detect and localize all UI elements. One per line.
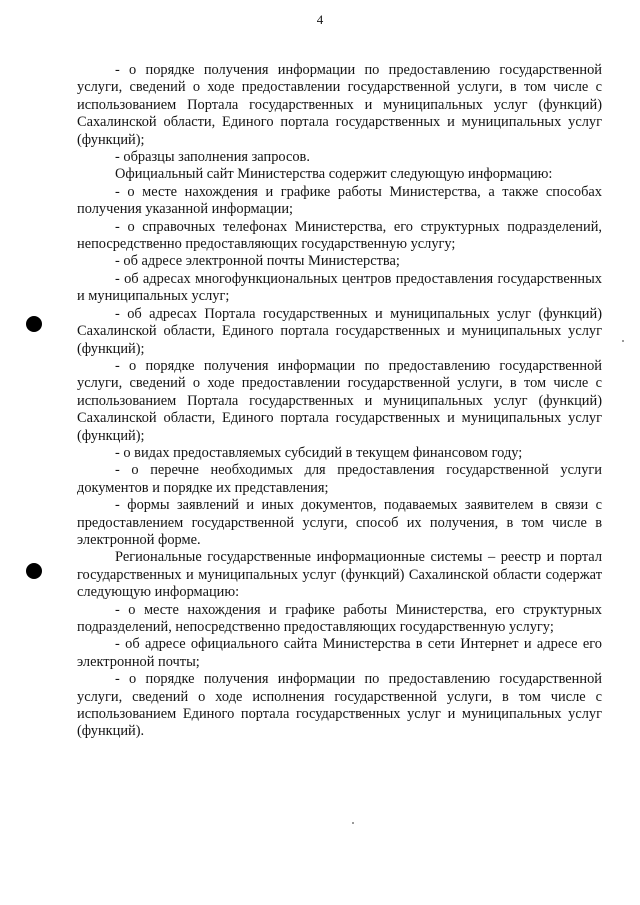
binder-hole-icon [26,316,42,332]
paragraph: - об адресе электронной почты Министерства; [115,253,400,270]
paragraph: - о месте нахождения и графике работы Министерства, его структурных подразделений, непосредственно предоставляющих государственную услугу; [77,601,602,635]
scan-speck [352,822,354,824]
paragraph: - о порядке получения информации по предоставлению государственной услуги, сведений о ходе предоставлении государственной услуги, в том числе с использованием Портала государственных и муниципальных услуг (функций) Сахалинской области, Единого портала государственных и муниципальных услуг (функций); [77,357,602,444]
scan-speck [622,340,624,342]
document-body [77,62,602,741]
binder-hole-icon [26,563,42,579]
paragraph: - о перечне необходимых для предоставления государственной услуги документов и порядке их представления; [77,462,602,496]
paragraph: - образцы заполнения запросов. [115,149,310,166]
paragraph: - об адресе официального сайта Министерства в сети Интернет и адресе его электронной почты; [77,636,602,670]
paragraph: - о видах предоставляемых субсидий в текущем финансовом году; [115,444,523,461]
paragraph: - о месте нахождения и графике работы Министерства, а также способах получения указанной информации; [77,183,602,218]
paragraph: Официальный сайт Министерства содержит следующую информацию: [115,166,553,183]
paragraph: Региональные государственные информационные системы – реестр и портал государственных и муниципальных услуг (функций) Сахалинской области содержат следующую информацию: [77,549,602,601]
paragraph: - об адресах Портала государственных и муниципальных услуг (функций) Сахалинской области, Единого портала государственных и муниципальных услуг (функций); [77,305,602,357]
paragraph: - формы заявлений и иных документов, подаваемых заявителем в связи с предоставлением государственной услуги, способ их получения, в том числе в электронной форме. [77,497,602,548]
page-number: 4 [316,12,324,27]
paragraph: - об адресах многофункциональных центров предоставления государственных и муниципальных услуг; [77,270,602,305]
paragraph: - о справочных телефонах Министерства, его структурных подразделений, непосредственно предоставляющих государственную услугу; [77,218,602,253]
paragraph: - о порядке получения информации по предоставлению государственной услуги, сведений о ходе предоставлении государственной услуги, в том числе с использованием Портала государственных и муниципальных услуг (функций) Сахалинской области, Единого портала государственных и муниципальных услуг (функций); [77,62,602,148]
paragraph: - о порядке получения информации по предоставлению государственной услуги, сведений о ходе исполнения государственной услуги, в том числе с использованием Единого портала государственных услуг и муниципальных услуг (функций). [77,671,602,740]
